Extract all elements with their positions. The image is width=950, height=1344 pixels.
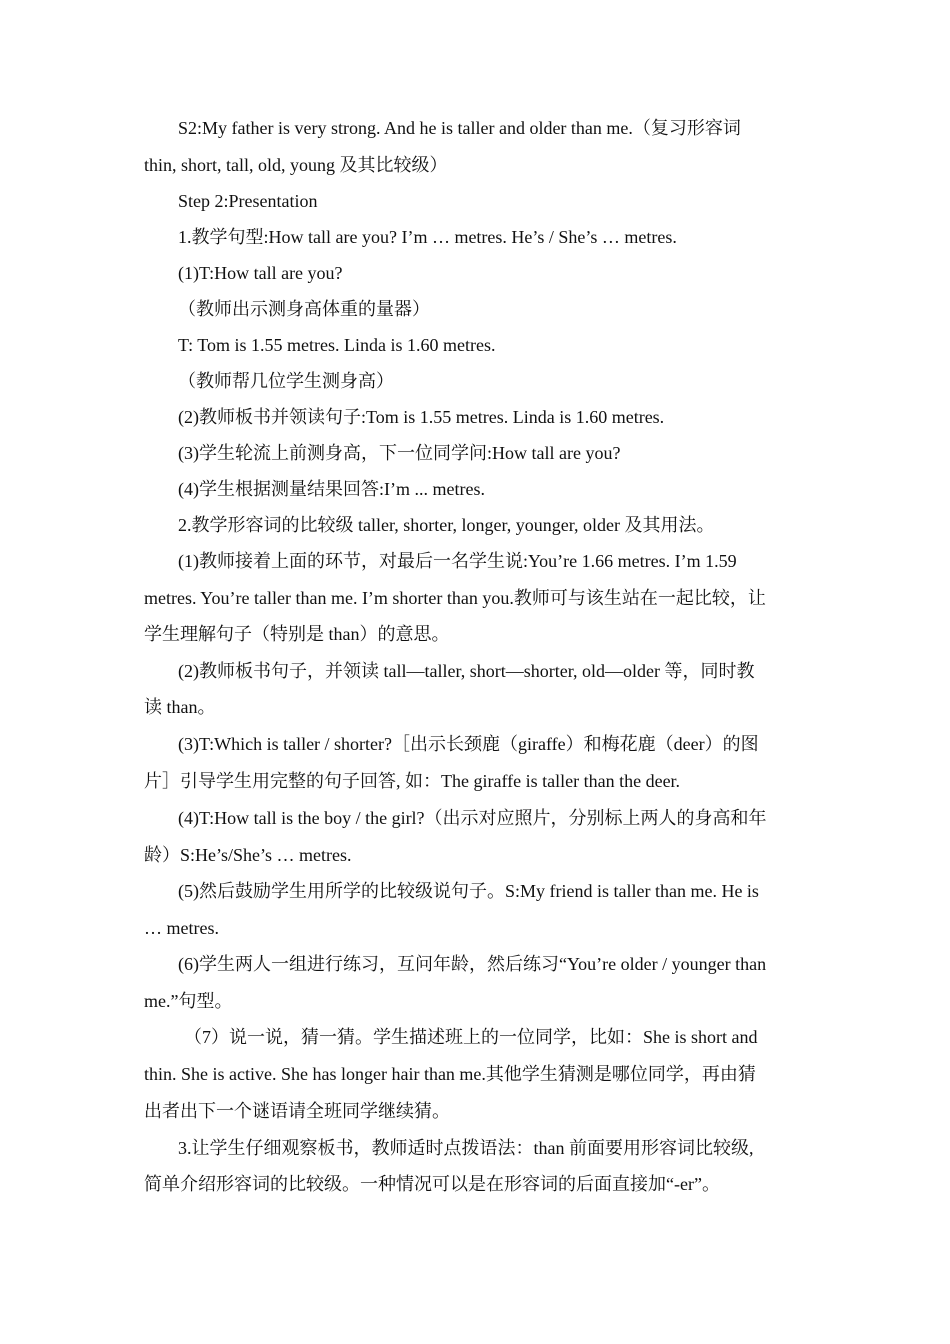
paragraph-line: （教师帮几位学生测身高） xyxy=(178,371,394,391)
paragraph-line: (2)教师板书并领读句子:Tom is 1.55 metres. Linda is 1.60 metres. xyxy=(178,407,665,427)
paragraph-line: 出者出下一个谜语请全班同学继续猜。 xyxy=(144,1101,450,1121)
paragraph-line: … metres. xyxy=(144,918,219,938)
paragraph-line: 1.教学句型:How tall are you? I’m … metres. He’s / She’s … metres. xyxy=(178,227,677,247)
paragraph-line: (4)学生根据测量结果回答:I’m ... metres. xyxy=(178,479,485,499)
paragraph-line: 2.教学形容词的比较级 taller, shorter, longer, younger, older 及其用法。 xyxy=(178,515,715,535)
paragraph-line: 简单介绍形容词的比较级。一种情况可以是在形容词的后面直接加“-er”。 xyxy=(144,1174,720,1194)
step-heading: Step 2:Presentation xyxy=(178,191,318,211)
paragraph-line: 片］引导学生用完整的句子回答, 如：The giraffe is taller than the deer. xyxy=(144,771,681,791)
paragraph-line: thin, short, tall, old, young 及其比较级） xyxy=(144,155,448,175)
paragraph-line: (1)教师接着上面的环节，对最后一名学生说:You’re 1.66 metres. I’m 1.59 xyxy=(178,551,737,571)
paragraph-line: (2)教师板书句子，并领读 tall—taller, short—shorter, old—older 等，同时教 xyxy=(178,661,755,681)
paragraph-line: S2:My father is very strong. And he is taller and older than me.（复习形容词 xyxy=(178,118,741,138)
paragraph-line: 读 than。 xyxy=(144,697,216,717)
paragraph-line: (3)学生轮流上前测身高，下一位同学问:How tall are you? xyxy=(178,443,621,463)
paragraph-line: (6)学生两人一组进行练习，互问年龄，然后练习“You’re older / younger than xyxy=(178,954,767,974)
paragraph-line: T: Tom is 1.55 metres. Linda is 1.60 metres. xyxy=(178,335,496,355)
paragraph-line: me.”句型。 xyxy=(144,991,233,1011)
paragraph-line: thin. She is active. She has longer hair than me.其他学生猜测是哪位同学，再由猜 xyxy=(144,1064,756,1084)
paragraph-line: (1)T:How tall are you? xyxy=(178,263,343,283)
paragraph-line: 3.让学生仔细观察板书，教师适时点拨语法：than 前面要用形容词比较级, xyxy=(178,1138,754,1158)
paragraph-line: (3)T:Which is taller / shorter?［出示长颈鹿（giraffe）和梅花鹿（deer）的图 xyxy=(178,734,759,754)
paragraph-line: （教师出示测身高体重的量器） xyxy=(178,299,430,319)
paragraph-line: （7）说一说，猜一猜。学生描述班上的一位同学，比如：She is short and xyxy=(184,1027,758,1047)
paragraph-line: 学生理解句子（特别是 than）的意思。 xyxy=(144,624,450,644)
paragraph-line: metres. You’re taller than me. I’m shorter than you.教师可与该生站在一起比较，让 xyxy=(144,588,766,608)
paragraph-line: 龄）S:He’s/She’s … metres. xyxy=(144,845,352,865)
paragraph-line: (4)T:How tall is the boy / the girl?（出示对应照片，分别标上两人的身高和年 xyxy=(178,808,767,828)
paragraph-line: (5)然后鼓励学生用所学的比较级说句子。S:My friend is taller than me. He is xyxy=(178,881,759,901)
